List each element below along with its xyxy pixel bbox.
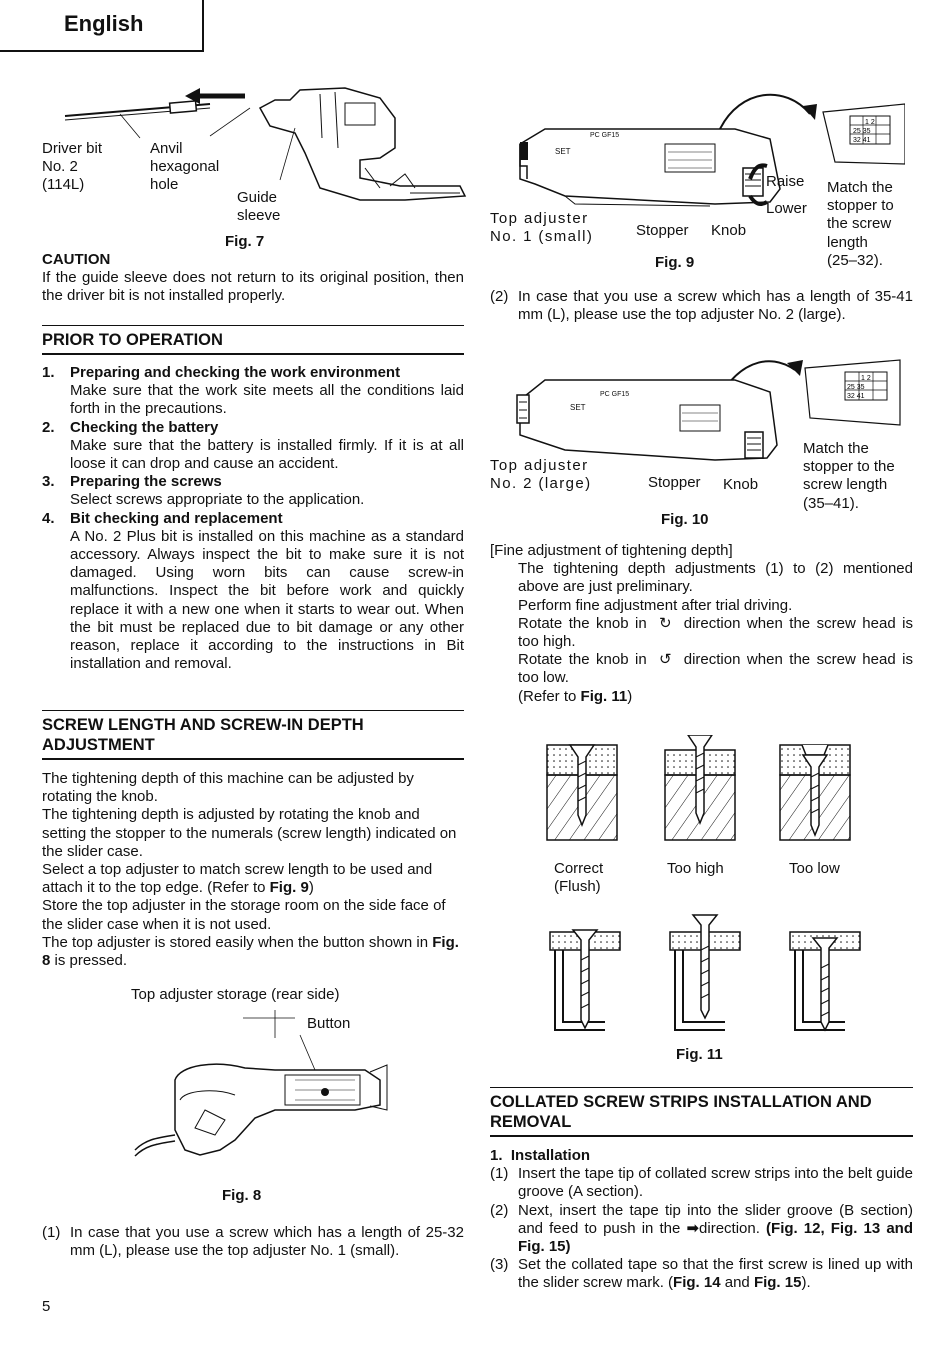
collated-body — [490, 1147, 913, 1293]
fig8-storage-label: Top adjuster storage (rear side) — [131, 986, 340, 1003]
page-number: 5 — [42, 1298, 51, 1315]
rotate-ccw-icon: ↺ — [658, 651, 672, 669]
prior-item-2 — [42, 419, 464, 474]
svg-text:SET: SET — [570, 403, 586, 412]
fig10-knob-label: Knob — [723, 476, 759, 493]
fine-adjustment-block — [490, 542, 913, 706]
fig9-caption: Fig. 9 — [655, 254, 695, 271]
fig11-clamp-illustration — [545, 910, 875, 1040]
fig10-top-adjuster-label: Top adjuster No. 2 (large) — [490, 457, 592, 493]
fig9-match-label: Match the stopper to the screw length (25–32). — [827, 179, 894, 269]
screw-25-32-item — [42, 1224, 464, 1260]
fig7-anvil-label: Anvil hexagonal hole — [150, 140, 220, 194]
prior-item-3-body: Select screws appropriate to the application. — [70, 491, 365, 509]
fig8-ref: Fig. 8 — [42, 933, 459, 970]
installation-subheading: 1. Installation — [490, 1147, 591, 1164]
prior-item-4 — [42, 510, 464, 674]
fine-line-2: Perform fine adjustment after trial driving. — [518, 596, 793, 614]
fig9-stopper-label: Stopper — [636, 222, 689, 239]
caution-text: If the guide sleeve does not return to its original position, then the driver bit is not installed properly. — [42, 269, 464, 305]
prior-item-3-title: Preparing the screws — [70, 473, 222, 491]
prior-item-1-body: Make sure that the work site meets all the conditions laid forth in the precautions. — [70, 382, 464, 418]
fig10-stopper-label: Stopper — [648, 474, 701, 491]
rotate-cw-icon: ↻ — [658, 614, 672, 632]
prior-item-3 — [42, 473, 464, 509]
fig11-too-high-label: Too high — [667, 860, 724, 877]
fig9-ref: Fig. 9 — [269, 879, 309, 897]
fig9-knob-label: Knob — [711, 222, 747, 239]
fine-title: [Fine adjustment of tightening depth] — [490, 542, 733, 559]
fig7-guide-sleeve-label: Guide sleeve — [237, 189, 281, 225]
svg-text:32 41: 32 41 — [847, 393, 865, 400]
item-1-num: (1) — [42, 1224, 61, 1241]
caution-title: CAUTION — [42, 251, 111, 268]
prior-heading: PRIOR TO OPERATION — [42, 325, 464, 355]
fig9-top-adjuster-label: Top adjuster No. 1 (small) — [490, 210, 594, 246]
prior-section — [42, 325, 464, 355]
svg-text:1 2: 1 2 — [861, 375, 871, 382]
svg-text:SET: SET — [555, 147, 571, 156]
fine-line-1: The tightening depth adjustments (1) to (2) mentioned above are just preliminary. — [518, 560, 913, 596]
prior-item-2-title: Checking the battery — [70, 418, 219, 436]
svg-text:32 41: 32 41 — [853, 137, 871, 144]
prior-list — [42, 364, 464, 673]
fig7-driver-bit-label: Driver bit No. 2 (114L) — [42, 140, 103, 194]
fig8-tool-illustration — [125, 1010, 395, 1175]
fig10-caption: Fig. 10 — [661, 511, 709, 528]
fine-line-3: Rotate the knob in ↻ direction when the screw head is too high. — [518, 614, 913, 651]
fig9-raise-label: Raise — [766, 173, 805, 190]
install-step-2-refs: (Fig. 12, Fig. 13 and Fig. 15) — [518, 1219, 913, 1256]
fig11-ref: Fig. 11 — [580, 687, 628, 705]
fine-line-5: (Refer to Fig. 11) — [518, 687, 633, 705]
fig10-plate-text: PC GF15 — [600, 391, 630, 398]
right-arrow-icon: ➡ — [686, 1219, 700, 1237]
fig10-match-label: Match the stopper to the screw length (35–41). — [803, 440, 895, 512]
language-label: English — [64, 11, 144, 36]
item-2-text: In case that you use a screw which has a length of 35-41 mm (L), please use the top adjuster No. 2 (large). — [518, 288, 913, 324]
fig11-correct-label: Correct (Flush) — [554, 860, 604, 896]
fig11-too-low-label: Too low — [789, 860, 840, 877]
fig7-caption: Fig. 7 — [225, 233, 265, 250]
prior-item-4-body: A No. 2 Plus bit is installed on this machine as a standard accessory. Always inspect the bit to make sure it is not damaged. Using worn bits can cause screw-in malfunctions. Inspect the bit before work and quickly replace it with a new one when it starts to wear out. When the bit must be replaced due to bit damage or any other reason, replace it according to the instructions in Bit installation and removal. — [70, 527, 464, 673]
collated-section — [490, 1087, 913, 1137]
fig11-caption: Fig. 11 — [676, 1046, 723, 1063]
screw-length-body — [42, 770, 464, 970]
install-step-3: (3) Set the collated tape so that the first screw is lined up with the slider screw mark. (Fig. 14 and Fig. 15). — [490, 1256, 913, 1292]
fig15-ref: Fig. 15 — [753, 1274, 802, 1292]
fig14-ref: Fig. 14 — [673, 1274, 721, 1292]
prior-item-1-num: 1. — [42, 364, 55, 381]
screw-length-section — [42, 710, 464, 760]
svg-text:1 2: 1 2 — [865, 119, 875, 126]
svg-text:25 35: 25 35 — [847, 384, 865, 391]
language-tab — [0, 0, 204, 52]
collated-heading: COLLATED SCREW STRIPS INSTALLATION AND REMOVAL — [490, 1087, 913, 1137]
prior-item-1-title: Preparing and checking the work environment — [70, 364, 401, 381]
fig8-button-label: Button — [307, 1015, 351, 1032]
screw-length-p5: The top adjuster is stored easily when the button shown in Fig. 8 is pressed. — [42, 933, 459, 970]
prior-item-1 — [42, 364, 464, 419]
screw-length-p2: The tightening depth is adjusted by rotating the knob and setting the stopper to the numerals (screw length) indicated on the slider case. — [42, 806, 457, 860]
item-1-text: In case that you use a screw which has a length of 25-32 mm (L), please use the top adjuster No. 1 (small). — [70, 1224, 464, 1260]
caution-block — [42, 251, 464, 306]
svg-text:25 35: 25 35 — [853, 128, 871, 135]
screw-length-p1: The tightening depth of this machine can be adjusted by rotating the knob. — [42, 770, 414, 806]
fig9-plate-text: PC GF15 — [590, 132, 620, 139]
screw-length-p4: Store the top adjuster in the storage room on the side face of the slider case when it is not used. — [42, 897, 446, 933]
screw-length-heading: SCREW LENGTH AND SCREW-IN DEPTH ADJUSTMENT — [42, 710, 464, 760]
prior-item-2-num: 2. — [42, 418, 55, 436]
screw-35-41-item — [490, 288, 913, 324]
install-step-2: (2) Next, insert the tape tip into the slider groove (B section) and feed to push in the ➡direction. (Fig. 12, Fig. 13 and Fig. 15) — [490, 1201, 913, 1256]
install-step-1: (1) Insert the tape tip of collated screw strips into the belt guide groove (A section). — [490, 1165, 913, 1201]
prior-item-2-body: Make sure that the battery is installed firmly. If it is at all loose it can drop and cause an accident. — [70, 436, 464, 473]
screw-length-p3: Select a top adjuster to match screw length to be used and attach it to the top edge. (Refer to Fig. 9) — [42, 861, 433, 897]
fine-line-4: Rotate the knob in ↺ direction when the screw head is too low. — [518, 651, 913, 687]
fig8-caption: Fig. 8 — [222, 1187, 262, 1204]
prior-item-4-num: 4. — [42, 509, 55, 527]
item-2-num: (2) — [490, 288, 509, 305]
fig9-lower-label: Lower — [766, 200, 807, 217]
prior-item-4-title: Bit checking and replacement — [70, 509, 283, 527]
prior-item-3-num: 3. — [42, 473, 55, 491]
fig11-screw-depth-illustration — [540, 735, 860, 845]
